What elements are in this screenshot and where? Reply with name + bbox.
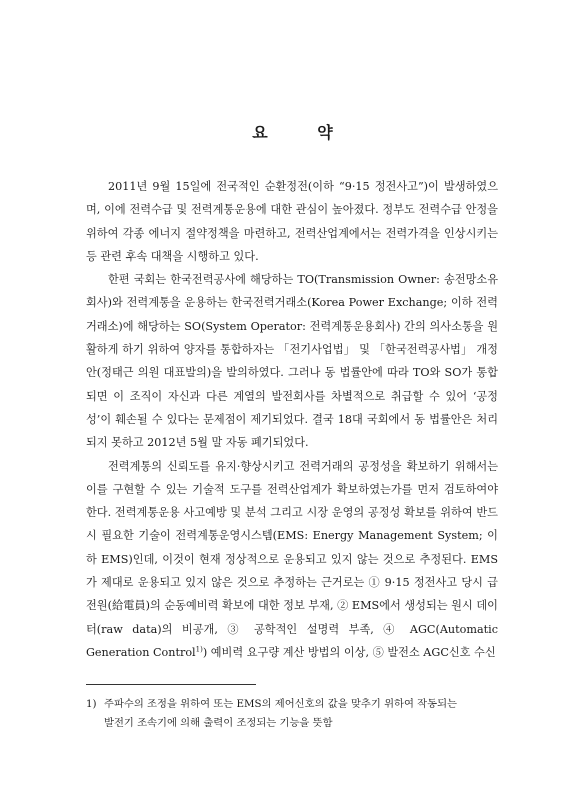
paragraph-2: 한편 국회는 한국전력공사에 해당하는 TO(Transmission Owner: 송전망소유회사)와 전력계통을 운용하는 한국전력거래소(Korea Power Exchange; 이하 전력거래소)에 해당하는 SO(System Operator: 전력계통운용회사) 간의 의사소통을 원활하게 하기 위하여 양자를 통합하자는 「전기사업법」 및 「한국전력공사법」 개정안(정태근 의원 대표발의)을 발의하였다. 그러나 동 법률안에 따라 TO와 SO가 통합되면 이 조직이 자신과 다른 계열의 발전회사를 차별적으로 취급할 수 있어 ‘공정성’이 훼손될 수 있다는 문제점이 제기되었다. 결국 18대 국회에서 동 법률안은 처리되지 못하고 2012년 5월 말 자동 폐기되었다.	[86, 273, 498, 450]
paragraph-1: 2011년 9월 15일에 전국적인 순환정전(이하 “9·15 정전사고”)이 발생하였으며, 이에 전력수급 및 전력계통운용에 대한 관심이 높아졌다. 정부도 전력수급 안정을 위하여 각종 에너지 절약정책을 마련하고, 전력산업계에서는 전력가격을 인상시키는 등 관련 후속 대책을 시행하고 있다.	[86, 180, 498, 263]
paragraph-3-tail: ) 예비력 요구량 계산 방법의 이상, ⑤ 발전소 AGC신호 수신	[202, 645, 496, 659]
footnote-line-1	[86, 695, 498, 714]
footnote-divider	[86, 684, 256, 685]
footnote-reference[interactable]: 1)	[195, 645, 203, 654]
footnote	[86, 695, 498, 733]
footnote-line-2: 발전기 조속기에 의해 출력이 조정되는 기능을 뜻함	[104, 717, 333, 729]
footnote-text-1: 주파수의 조정을 위하여 또는 EMS의 제어신호의 값을 맞추기 위하여 작동되는	[104, 698, 457, 710]
page-title: 요 약	[252, 123, 355, 142]
paragraph-3	[86, 455, 498, 665]
body-text	[86, 175, 498, 664]
footnote-mark: 1)	[86, 698, 97, 710]
paragraph-3-text: 전력계통의 신뢰도를 유지·향상시키고 전력거래의 공정성을 확보하기 위해서는 이를 구현할 수 있는 기술적 도구를 전력산업계가 확보하였는가를 먼저 검토하여야 한다. 전력계통운용 사고예방 및 분석 그리고 시장 운영의 공정성 확보를 위하여 반드시 필요한 기술이 전력계통운영시스템(EMS: Energy Management System; 이하 EMS)인데, 이것이 현재 정상적으로 운용되고 있지 않는 것으로 추정된다. EMS가 제대로 운용되고 있지 않은 것으로 추정하는 근거로는 ① 9·15 정전사고 당시 급전원(給電員)의 순동예비력 확보에 대한 정보 부재, ② EMS에서 생성되는 원시 데이터(raw data)의 비공개, ③ 공학적인 설명력 부족, ④ AGC(Automatic Generation Control	[86, 459, 498, 659]
